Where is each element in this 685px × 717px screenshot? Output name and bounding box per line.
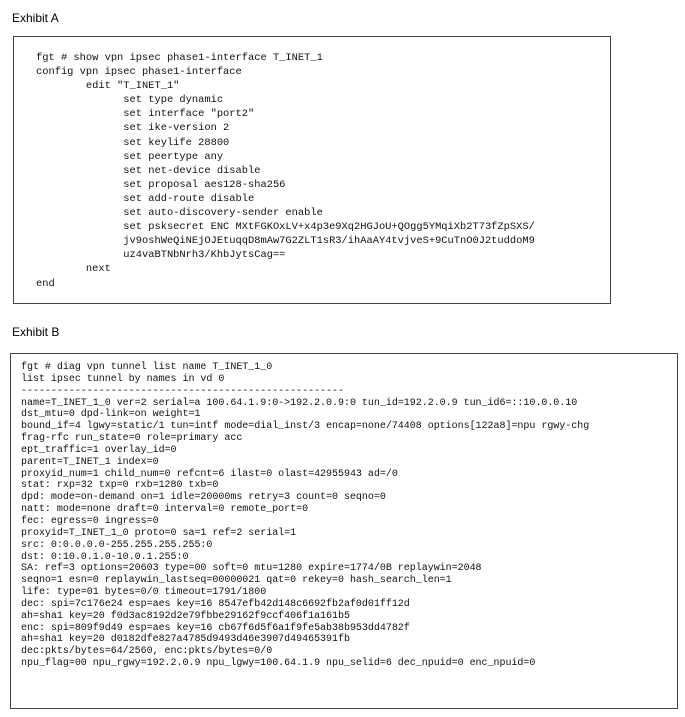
code-line: natt: mode=none draft=0 interval=0 remote_port=0 [21,504,309,516]
exhibit-b-code-box [10,353,678,709]
code-line: set psksecret ENC MXtFGKOxLV+x4p3e9Xq2HGJoU+QOgg5YMqiXb2T73fZpSXS/ [36,221,535,234]
code-line: fec: egress=0 ingress=0 [21,515,159,527]
code-line: proxyid_num=1 child_num=0 refcnt=6 ilast=0 olast=42955943 ad=/0 [21,468,398,480]
code-line: life: type=01 bytes=0/0 timeout=1791/1800 [21,587,267,599]
code-line: ah=sha1 key=20 f0d3ac8192d2e79fbbe29162f9ccf406f1a161b5 [21,610,350,622]
code-line: proxyid=T_INET_1_0 proto=0 sa=1 ref=2 serial=1 [21,527,297,539]
code-line: uz4vaBTNbNrh3/KhbJytsCag== [36,249,286,262]
code-line: parent=T_INET_1 index=0 [21,456,159,468]
exhibit-a-code-lines [36,51,610,291]
code-line: dec:pkts/bytes=64/2560, enc:pkts/bytes=0/0 [21,646,273,658]
code-line: set net-device disable [36,164,261,177]
code-line: jv9oshWeQiNEjOJEtuqqD8mAw7G2ZLT1sR3/ihAaAY4tvjveS+9CuTnO0J2tuddoM9 [36,235,535,248]
code-line: set add-route disable [36,192,255,205]
code-line: ------------------------------------------------------ [21,385,344,397]
code-line: set auto-discovery-sender enable [36,207,323,220]
code-line: ah=sha1 key=20 d0182dfe827a4785d9493d46e3907d49465391fb [21,634,350,646]
exhibit-b-code-lines [21,362,677,670]
code-line: ept_traffic=1 overlay_id=0 [21,444,177,456]
code-line: edit "T_INET_1" [36,80,180,93]
code-line: next [36,263,111,276]
code-line: list ipsec tunnel by names in vd 0 [21,373,225,385]
code-line: dst_mtu=0 dpd-link=on weight=1 [21,409,201,421]
code-line: config vpn ipsec phase1-interface [36,66,242,79]
code-line: frag-rfc run_state=0 role=primary acc [21,433,243,445]
code-line: fgt # show vpn ipsec phase1-interface T_INET_1 [36,52,323,64]
exhibit-a-code-box [13,36,611,304]
exhibit-a-title: Exhibit A [12,11,59,25]
code-line: npu_flag=00 npu_rgwy=192.2.0.9 npu_lgwy=100.64.1.9 npu_selid=6 dec_npuid=0 enc_npuid=0 [21,658,536,670]
exhibit-b-title: Exhibit B [12,325,60,339]
code-line: set type dynamic [36,94,224,107]
code-line: src: 0:0.0.0.0-255.255.255.255:0 [21,539,213,551]
code-line: dpd: mode=on-demand on=1 idle=20000ms retry=3 count=0 seqno=0 [21,492,386,504]
code-line: bound_if=4 lgwy=static/1 tun=intf mode=dial_inst/3 encap=none/74408 options[122a8]=npu rgwy-chg [21,421,590,433]
code-line: enc: spi=809f9d49 esp=aes key=16 cb67f6d5f6a1f9fe5ab38b953dd4782f [21,622,410,634]
code-line: stat: rxp=32 txp=0 rxb=1280 txb=0 [21,480,219,492]
code-line: fgt # diag vpn tunnel list name T_INET_1_0 [21,362,273,373]
code-line: end [36,277,55,290]
code-line: seqno=1 esn=0 replaywin_lastseq=00000021 qat=0 rekey=0 hash_search_len=1 [21,575,452,587]
code-line: set interface "port2" [36,108,255,121]
code-line: SA: ref=3 options=20603 type=00 soft=0 mtu=1280 expire=1774/0B replaywin=2048 [21,563,482,575]
code-line: dst: 0:10.0.1.0-10.0.1.255:0 [21,551,189,563]
code-line: set ike-version 2 [36,122,230,135]
code-line: set keylife 28800 [36,136,230,149]
code-line: dec: spi=7c176e24 esp=aes key=16 8547efb42d148c6692fb2af0d01ff12d [21,598,410,610]
code-line: set proposal aes128-sha256 [36,178,286,191]
code-line: name=T_INET_1_0 ver=2 serial=a 100.64.1.9:0->192.2.0.9:0 tun_id=192.2.0.9 tun_id6=::10.0.0.10 [21,397,578,409]
code-line: set peertype any [36,150,224,163]
